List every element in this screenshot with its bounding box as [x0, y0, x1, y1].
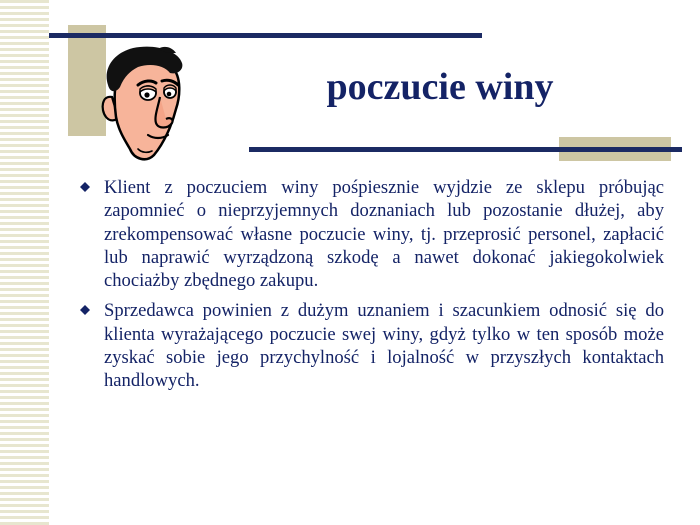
slide-title: poczucie winy	[326, 66, 554, 108]
title-rule-bottom	[249, 147, 682, 152]
bullet-text: Sprzedawca powinien z dużym uznaniem i szacunkiem odnosić się do klienta wyrażającego poczucie swej winy, gdyż tylko w ten sposób może zyskać sobie jego przychylność i lojalność w przyszłych kontaktach handlowych.	[104, 300, 664, 392]
diamond-bullet-icon	[80, 305, 90, 315]
bullet-item	[78, 299, 664, 392]
bullet-item	[78, 176, 664, 292]
guilty-face-clipart	[98, 45, 190, 163]
diamond-bullet-icon	[80, 182, 90, 192]
decorative-stripes	[0, 0, 49, 525]
title-rule-top	[49, 33, 482, 38]
bullet-list	[78, 176, 664, 400]
bullet-text: Klient z poczuciem winy pośpiesznie wyjdzie ze sklepu próbując zapomnieć o nieprzyjemnych doznaniach lub pozostanie dłużej, aby zrekompensować własne poczucie winy, tj. przeprosić personel, zapłacić lub naprawić wyrządzoną szkodę a nawet dokonać jakiegokolwiek chociażby zbędnego zakupu.	[104, 177, 664, 292]
